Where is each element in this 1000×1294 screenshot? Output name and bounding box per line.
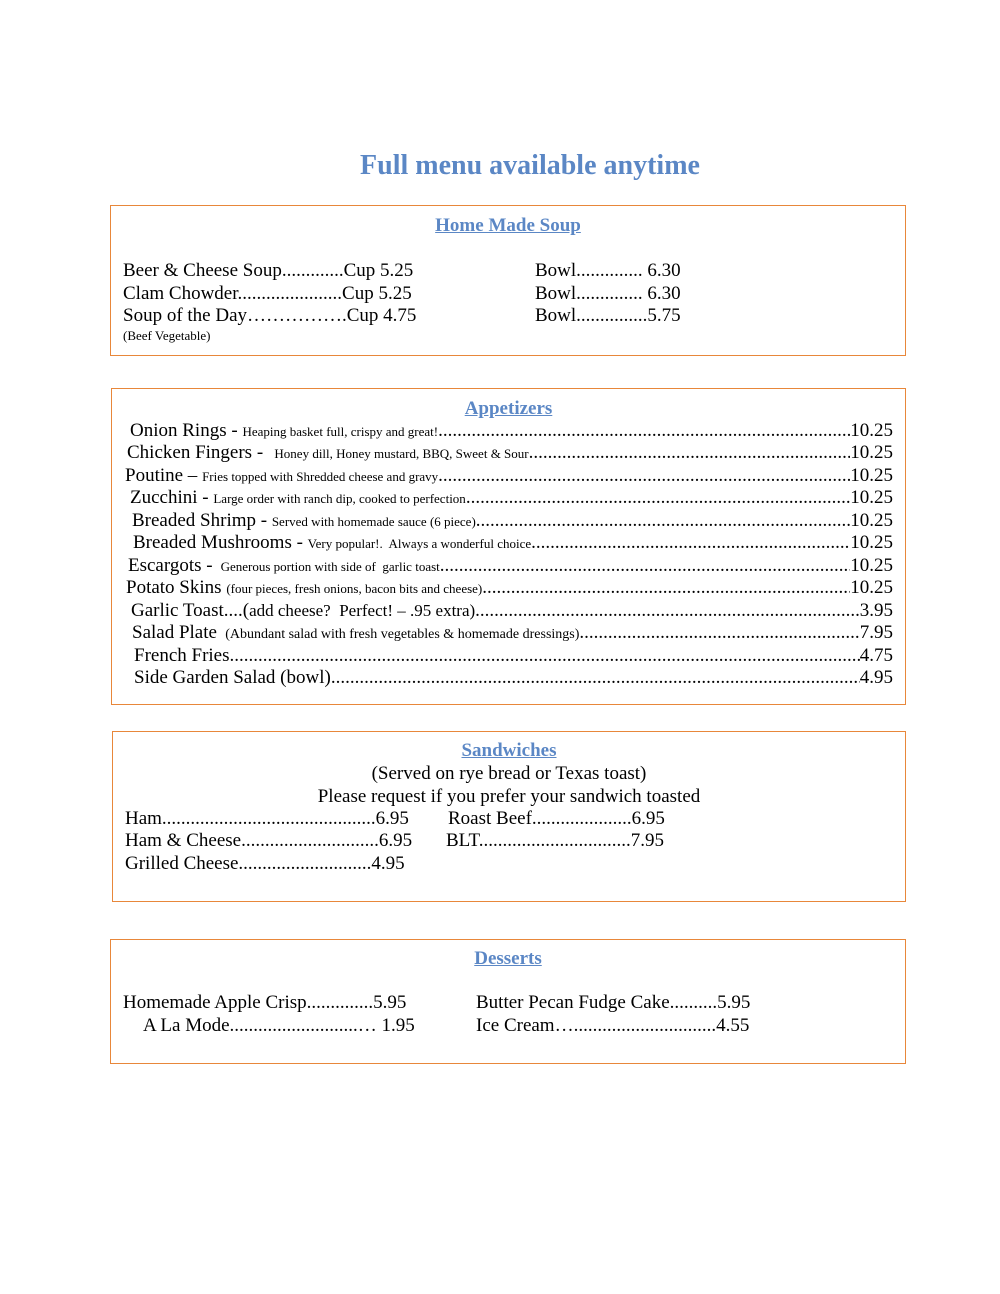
appetizer-item bbox=[132, 510, 893, 533]
appetizers-section bbox=[111, 388, 906, 705]
appetizer-item bbox=[130, 487, 893, 510]
appetizer-price: 10.25 bbox=[850, 510, 893, 531]
appetizer-name: French Fries bbox=[134, 645, 230, 666]
appetizer-description: (four pieces, fresh onions, bacon bits and cheese) bbox=[226, 581, 483, 596]
dot-leader bbox=[438, 420, 850, 442]
appetizer-price: 10.25 bbox=[850, 532, 893, 553]
menu-item-bowl: Bowl...............5.75 bbox=[535, 305, 681, 326]
appetizer-item bbox=[131, 600, 893, 622]
appetizer-price: 10.25 bbox=[850, 420, 893, 441]
menu-item: Ice Cream…..............................4.55 bbox=[476, 1015, 750, 1036]
appetizer-description: Honey dill, Honey mustard, BBQ, Sweet & Sour bbox=[267, 446, 529, 461]
appetizer-description: Generous portion with side of garlic toast bbox=[217, 559, 440, 574]
sandwiches-section bbox=[112, 731, 906, 902]
section-title-appetizers: Appetizers bbox=[464, 398, 553, 419]
menu-item-bowl: Bowl.............. 6.30 bbox=[535, 260, 681, 281]
appetizer-name: Garlic Toast....( bbox=[131, 600, 250, 621]
section-title-desserts: Desserts bbox=[474, 948, 542, 969]
appetizer-name: Poutine – bbox=[125, 465, 203, 486]
sandwiches-subtitle: (Served on rye bread or Texas toast) bbox=[371, 763, 647, 784]
appetizer-price: 4.95 bbox=[859, 667, 893, 688]
menu-item: Butter Pecan Fudge Cake..........5.95 bbox=[476, 992, 751, 1013]
appetizer-description: add cheese? Perfect! – .95 extra) bbox=[249, 601, 476, 620]
section-title-sandwiches: Sandwiches bbox=[461, 740, 557, 761]
appetizer-price: 10.25 bbox=[850, 487, 893, 508]
appetizer-name: Breaded Shrimp - bbox=[132, 510, 272, 531]
appetizer-name: Onion Rings - bbox=[130, 420, 243, 441]
appetizer-item bbox=[125, 465, 893, 488]
appetizer-item bbox=[126, 577, 893, 600]
appetizer-description: Served with homemade sauce (6 piece) bbox=[271, 514, 476, 529]
dot-leader bbox=[482, 577, 850, 599]
appetizer-description: Large order with ranch dip, cooked to perfection bbox=[213, 491, 466, 506]
appetizer-price: 10.25 bbox=[850, 442, 893, 463]
menu-item-bowl: Bowl.............. 6.30 bbox=[535, 283, 681, 304]
appetizer-name: Chicken Fingers - bbox=[127, 442, 268, 463]
page-title: Full menu available anytime bbox=[360, 150, 700, 181]
appetizer-item bbox=[133, 532, 893, 555]
dot-leader bbox=[531, 532, 850, 554]
section-title-soup: Home Made Soup bbox=[435, 215, 581, 236]
menu-item: Ham.............................................6.95 bbox=[125, 808, 409, 829]
appetizer-name: Side Garden Salad (bowl) bbox=[134, 667, 331, 688]
appetizer-item bbox=[130, 420, 893, 443]
soup-note: (Beef Vegetable) bbox=[123, 328, 211, 343]
appetizer-description: Very popular!. Always a wonderful choice bbox=[307, 536, 532, 551]
appetizer-price: 4.75 bbox=[859, 645, 893, 666]
appetizer-name: Zucchini - bbox=[130, 487, 214, 508]
dot-leader bbox=[529, 442, 851, 464]
appetizer-description: Heaping basket full, crispy and great! bbox=[242, 424, 439, 439]
menu-item: Ham & Cheese.............................6.95 bbox=[125, 830, 413, 851]
appetizer-description: Fries topped with Shredded cheese and gravy bbox=[202, 469, 439, 484]
soup-section bbox=[110, 205, 906, 356]
dot-leader bbox=[331, 667, 860, 689]
dot-leader bbox=[440, 555, 850, 577]
menu-item: Soup of the Day…………….Cup 4.75 bbox=[123, 305, 417, 326]
appetizer-item bbox=[134, 667, 893, 689]
appetizer-price: 3.95 bbox=[859, 600, 893, 621]
appetizer-description: (Abundant salad with fresh vegetables & homemade dressings) bbox=[221, 627, 580, 642]
menu-item: Roast Beef.....................6.95 bbox=[448, 808, 665, 829]
dot-leader bbox=[438, 465, 850, 487]
appetizer-price: 10.25 bbox=[850, 555, 893, 576]
dot-leader bbox=[476, 510, 850, 532]
menu-item: Clam Chowder......................Cup 5.25 bbox=[123, 283, 412, 304]
menu-item: BLT................................7.95 bbox=[446, 830, 664, 851]
menu-item: Beer & Cheese Soup.............Cup 5.25 bbox=[123, 260, 414, 281]
appetizer-name: Salad Plate bbox=[132, 622, 222, 643]
appetizer-item bbox=[127, 442, 893, 465]
menu-item: Grilled Cheese............................4.95 bbox=[125, 853, 405, 874]
dot-leader bbox=[466, 487, 850, 509]
sandwiches-subtitle: Please request if you prefer your sandwich toasted bbox=[317, 786, 701, 807]
appetizer-item bbox=[134, 645, 893, 667]
menu-item: A La Mode...........................… 1.95 bbox=[143, 1015, 415, 1036]
appetizer-item bbox=[132, 622, 893, 646]
appetizer-price: 10.25 bbox=[850, 465, 893, 486]
desserts-section bbox=[110, 939, 906, 1064]
appetizer-price: 10.25 bbox=[850, 577, 893, 598]
appetizer-item bbox=[128, 555, 893, 578]
menu-item: Homemade Apple Crisp..............5.95 bbox=[123, 992, 407, 1013]
appetizer-price: 7.95 bbox=[859, 622, 893, 643]
appetizer-name: Breaded Mushrooms - bbox=[133, 532, 308, 553]
appetizer-name: Potato Skins bbox=[126, 577, 227, 598]
appetizer-name: Escargots - bbox=[128, 555, 218, 576]
dot-leader bbox=[475, 600, 860, 622]
dot-leader bbox=[230, 645, 860, 667]
dot-leader bbox=[579, 622, 859, 644]
